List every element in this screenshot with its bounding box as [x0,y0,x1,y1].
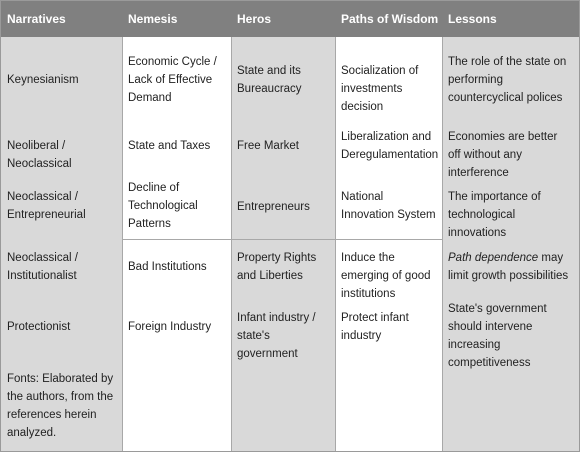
table-cell: Induce the emerging of good institutions [341,252,431,300]
table-cell: Socialization of investments decision [341,65,419,113]
column-divider [231,37,232,451]
header-lessons: Lessons [448,12,497,26]
header-heros: Heros [237,12,272,26]
table-cell: Keynesianism [7,74,79,86]
table-cell: Property Rights and Liberties [237,252,317,282]
table-cell: Bad Institutions [128,261,207,273]
table-cell: Neoclassical / Entrepreneurial [7,191,86,221]
table-cell [442,249,579,285]
table-cell: Free Market [237,140,299,152]
table-cell: National Innovation System [341,191,436,221]
table-cell: Infant industry / state's government [237,312,316,360]
table-cell: Decline of Technological Patterns [128,182,198,230]
table-header [1,1,579,37]
table-cell: Foreign Industry [128,321,212,333]
table-cell: Protect infant industry [341,312,409,342]
table-cell: Neoliberal / Neoclassical [7,140,72,170]
table-cell: Entrepreneurs [237,201,310,213]
table-cell: Protectionist [7,321,71,333]
header-nemesis: Nemesis [128,12,178,26]
table-cell: The importance of technological innovations [448,191,541,239]
table-cell: State and its Bureaucracy [237,65,302,95]
header-narratives: Narratives [7,12,66,26]
table-cell: State's government should intervene increasing competitiveness [448,303,547,369]
header-paths-of-wisdom: Paths of Wisdom [341,12,439,26]
table-footnote: Fonts: Elaborated by the authors, from the references herein analyzed. [7,373,114,439]
cell-text: may limit growth possibilities [448,252,569,282]
table-cell: State and Taxes [128,140,211,152]
table-cell: Economies are better off without any interference [448,131,558,179]
table-cell: The role of the state on performing countercyclical polices [448,56,567,104]
table-cell: Liberalization and Deregulamentation [341,131,439,161]
row-divider [122,239,442,240]
italic-term: Path dependence [448,252,539,264]
table-cell: Neoclassical / Institutionalist [7,252,78,282]
table-cell: Economic Cycle / Lack of Effective Demand [128,56,217,104]
